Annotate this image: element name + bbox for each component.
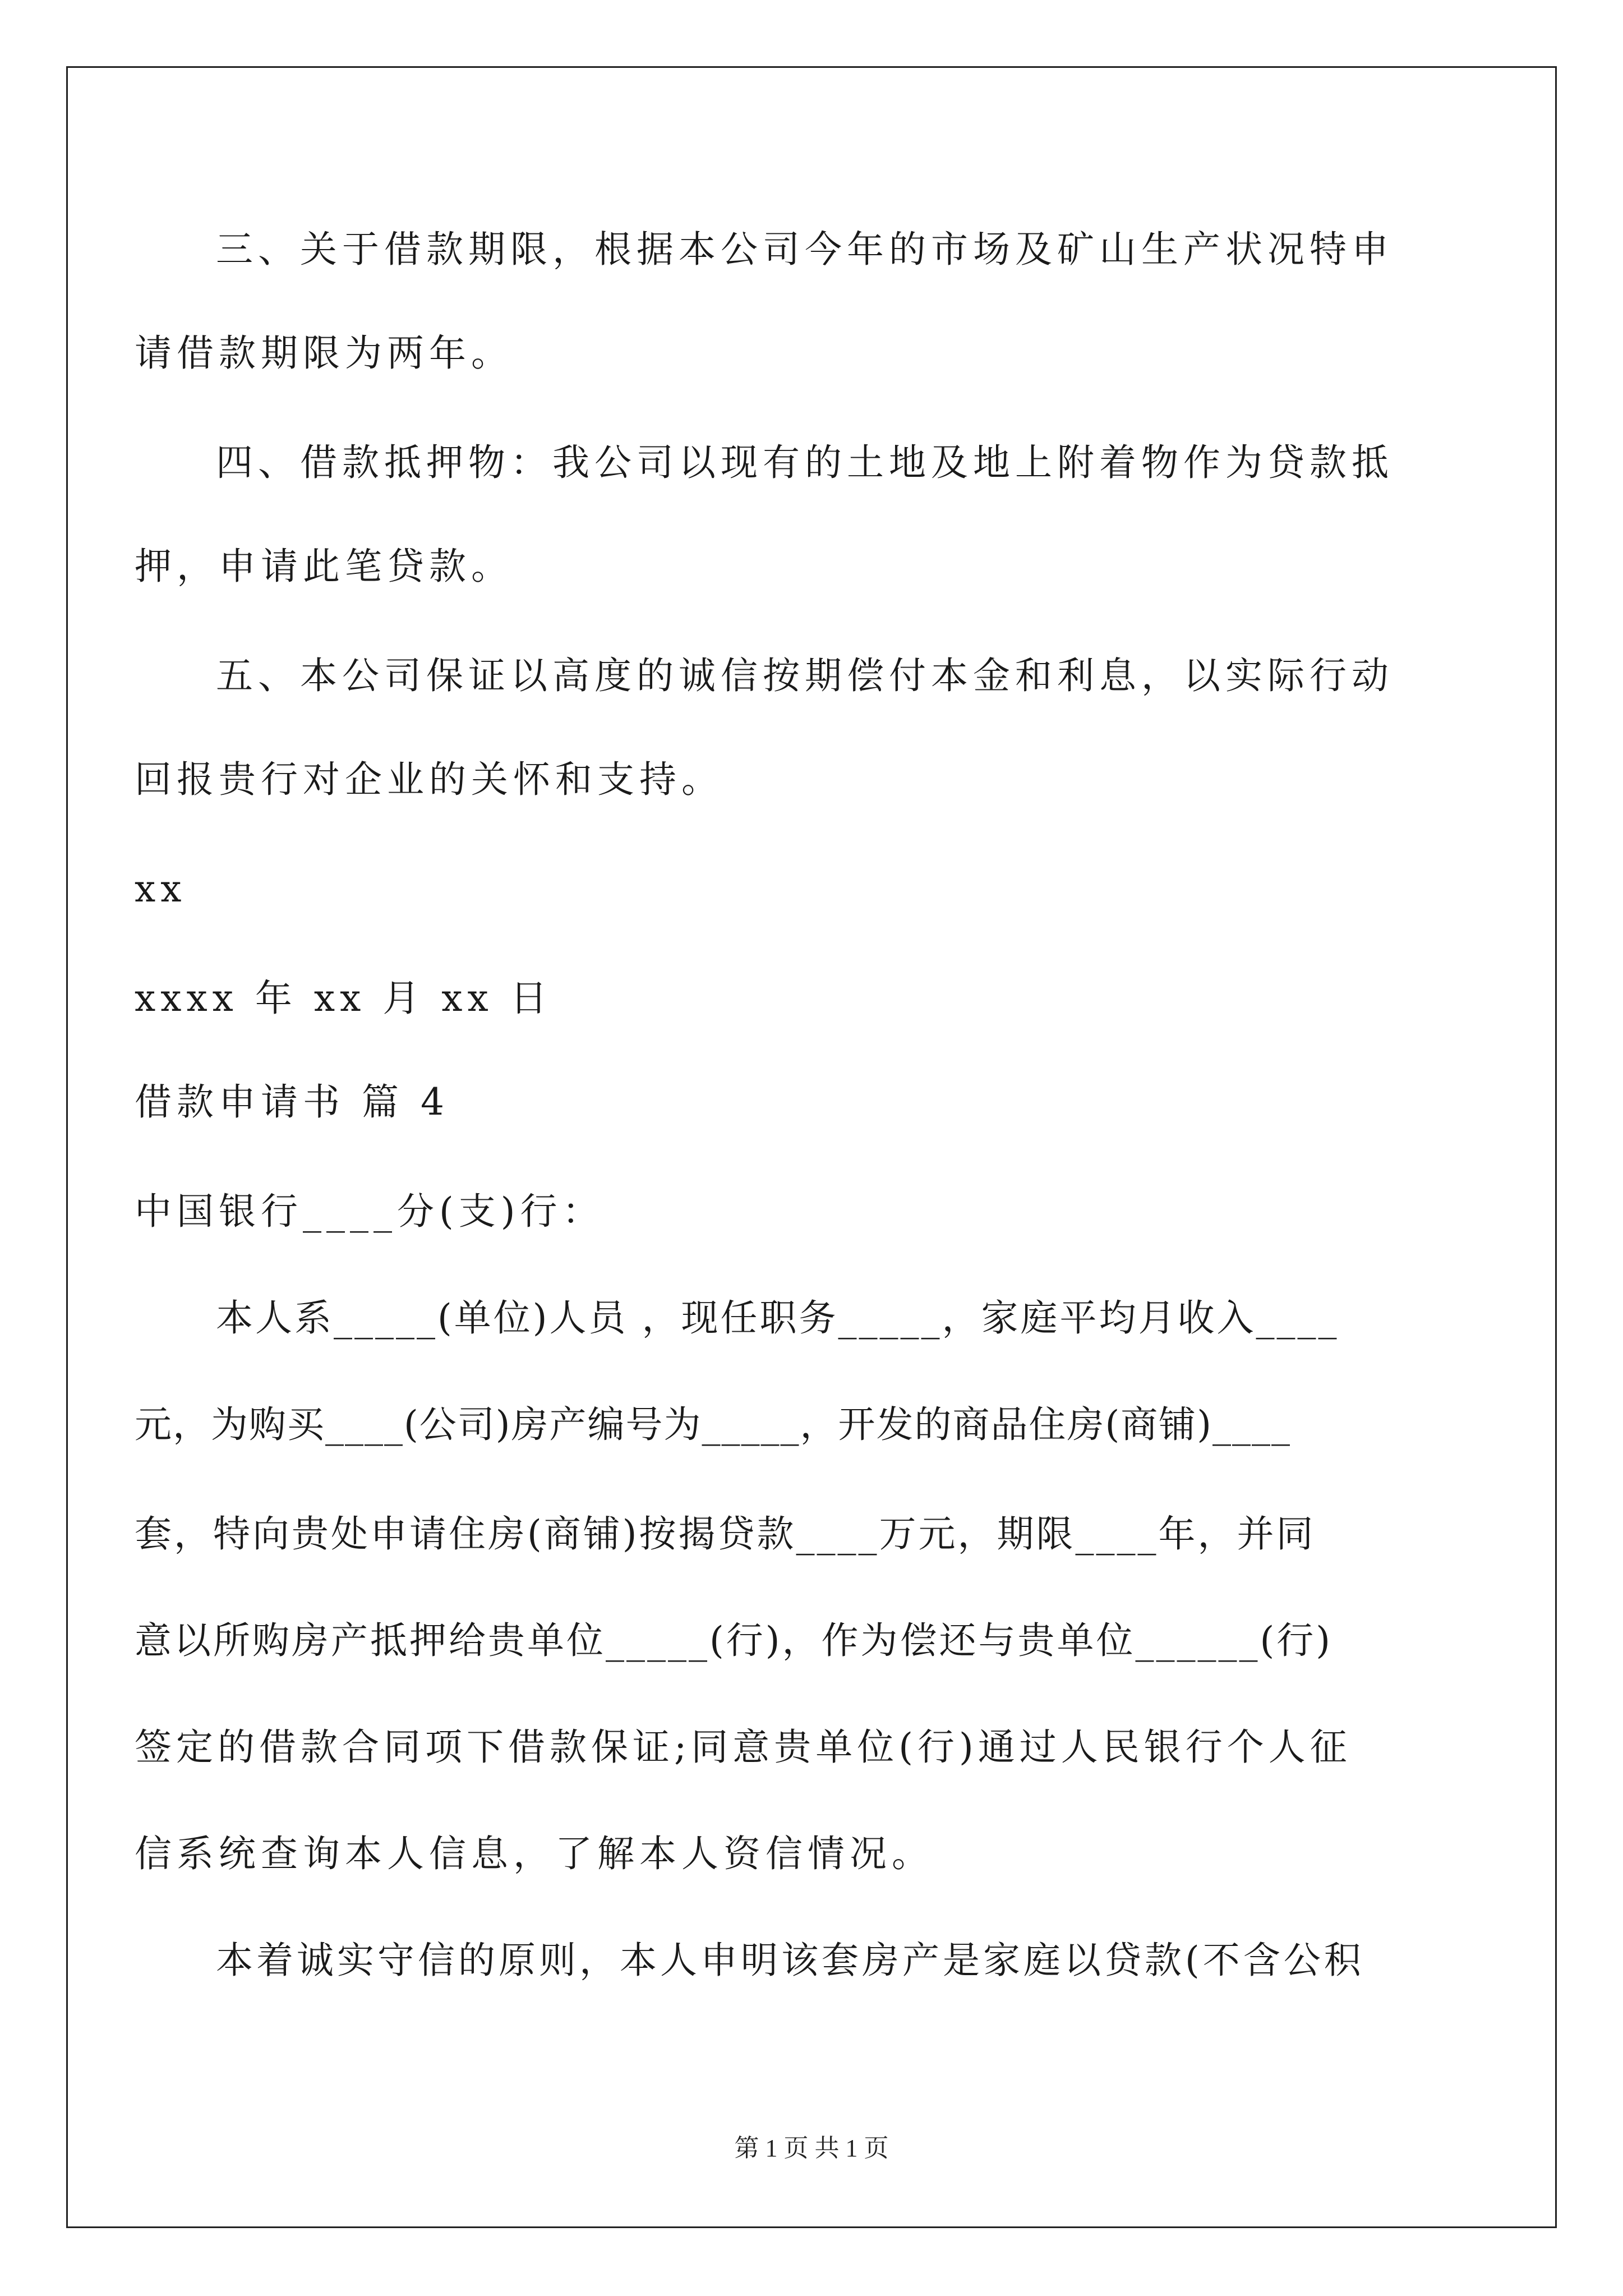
paragraph-6-line-5: 签定的借款合同项下借款保证;同意贵单位(行)通过人民银行个人征 [135,1726,1352,1769]
paragraph-6-line-1: 本人系_____(单位)人员 ，现任职务_____，家庭平均月收入____ [216,1296,1339,1340]
signature-name: xx [135,867,187,910]
paragraph-6-line-6: 信系统查询本人信息，了解本人资信情况。 [135,1832,934,1875]
page-footer: 第 1 页 共 1 页 [734,2134,889,2162]
page-frame [66,66,1557,2228]
paragraph-7-line-1: 本着诚实守信的原则，本人申明该套房产是家庭以贷款(不含公积 [216,1939,1364,1982]
paragraph-3-line-2: 请借款期限为两年。 [135,332,513,375]
paragraph-5-line-2: 回报贵行对企业的关怀和支持。 [135,758,723,801]
paragraph-6-line-4: 意以所购房产抵押给贵单位_____(行)，作为偿还与贵单位______(行) [135,1619,1332,1662]
signature-date: xxxx 年 xx 月 xx 日 [135,977,552,1020]
paragraph-3-line-1: 三、关于借款期限，根据本公司今年的市场及矿山生产状况特申 [216,228,1394,271]
paragraph-6-line-2: 元，为购买____(公司)房产编号为_____，开发的商品住房(商铺)____ [135,1403,1291,1446]
paragraph-5-line-1: 五、本公司保证以高度的诚信按期偿付本金和利息，以实际行动 [216,654,1394,697]
salutation: 中国银行____分(支)行： [135,1190,605,1233]
paragraph-4-line-2: 押，申请此笔贷款。 [135,545,513,588]
paragraph-6-line-3: 套，特向贵处申请住房(商铺)按揭贷款____万元，期限____年，并同 [135,1512,1316,1556]
paragraph-4-line-1: 四、借款抵押物：我公司以现有的土地及地上附着物作为贷款抵 [216,441,1394,484]
section-title: 借款申请书 篇 4 [135,1080,449,1124]
